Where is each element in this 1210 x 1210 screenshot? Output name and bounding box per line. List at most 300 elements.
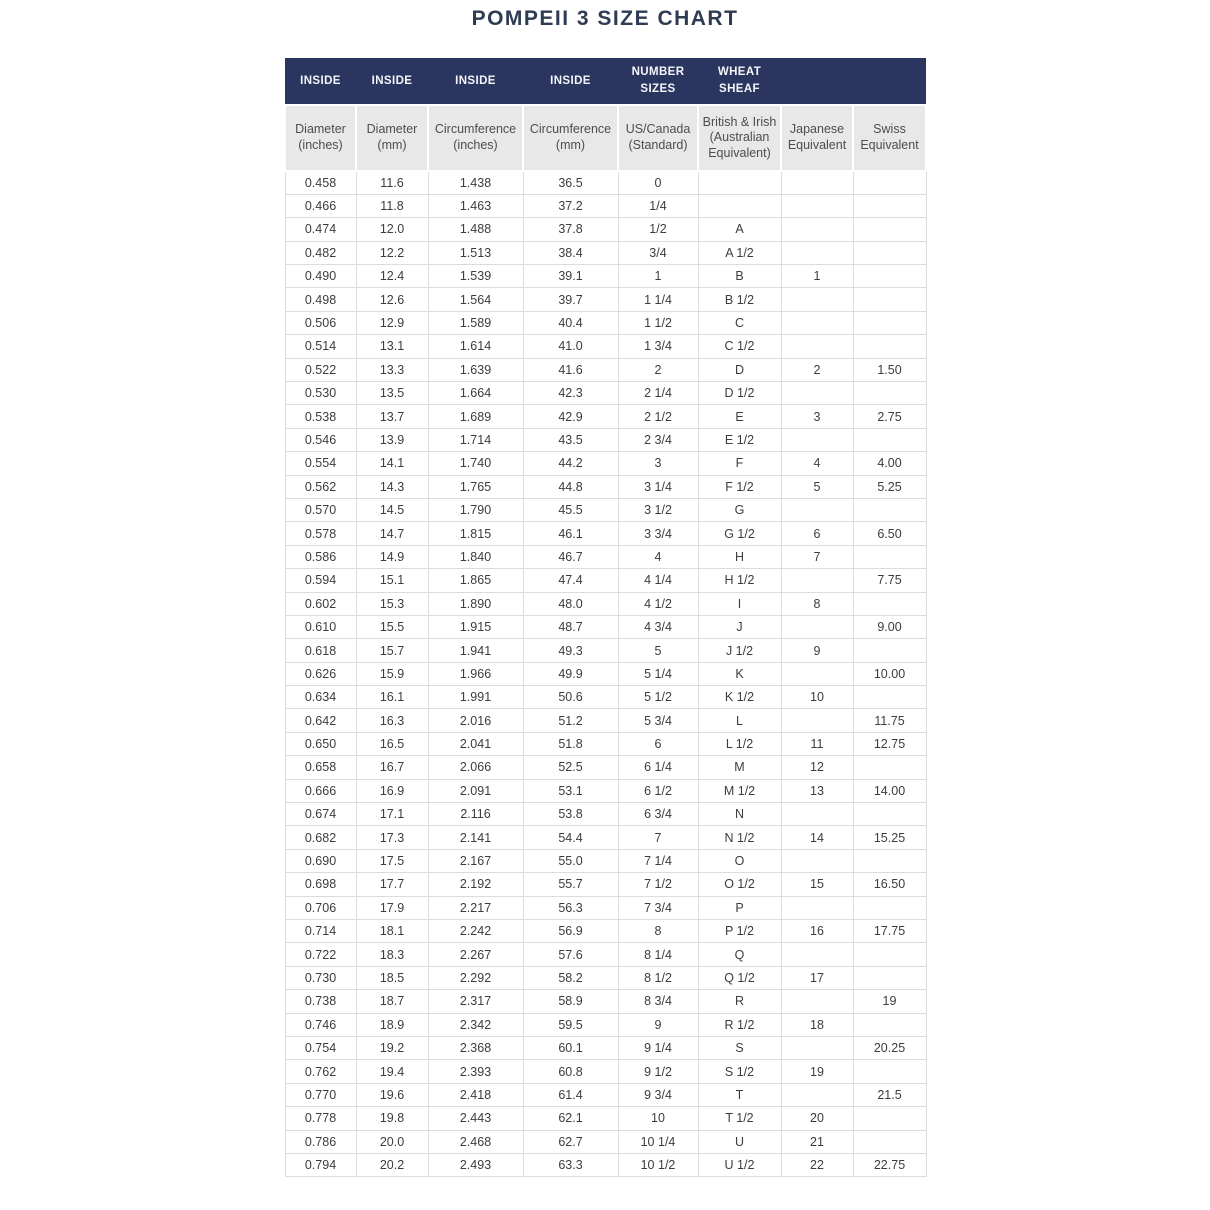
table-row <box>285 194 926 217</box>
cell-diameter-inches: 0.642 <box>285 709 356 732</box>
cell-us-canada-standard: 5 <box>618 639 698 662</box>
cell-diameter-inches: 0.666 <box>285 779 356 802</box>
cell-circumference-inches: 1.765 <box>428 475 523 498</box>
cell-us-canada-standard: 5 1/4 <box>618 662 698 685</box>
cell-us-canada-standard: 5 1/2 <box>618 686 698 709</box>
cell-circumference-mm: 41.6 <box>523 358 618 381</box>
cell-diameter-inches: 0.722 <box>285 943 356 966</box>
cell-diameter-mm: 12.9 <box>356 311 428 334</box>
cell-japanese-equivalent <box>781 1036 853 1059</box>
cell-diameter-mm: 13.3 <box>356 358 428 381</box>
table-row <box>285 615 926 638</box>
cell-circumference-inches: 2.116 <box>428 803 523 826</box>
cell-japanese-equivalent: 13 <box>781 779 853 802</box>
table-row <box>285 569 926 592</box>
cell-diameter-mm: 17.5 <box>356 849 428 872</box>
cell-circumference-inches: 1.463 <box>428 194 523 217</box>
cell-swiss-equivalent <box>853 686 926 709</box>
cell-swiss-equivalent: 5.25 <box>853 475 926 498</box>
column-header-british-irish-australian-equivalent: British & Irish (Australian Equivalent) <box>698 105 781 171</box>
page-title: POMPEII 3 SIZE CHART <box>471 7 739 30</box>
cell-us-canada-standard: 2 1/4 <box>618 382 698 405</box>
cell-us-canada-standard: 8 <box>618 920 698 943</box>
cell-japanese-equivalent <box>781 896 853 919</box>
cell-diameter-mm: 16.1 <box>356 686 428 709</box>
cell-circumference-inches: 1.890 <box>428 592 523 615</box>
cell-us-canada-standard: 1 1/4 <box>618 288 698 311</box>
cell-circumference-inches: 1.991 <box>428 686 523 709</box>
cell-circumference-mm: 57.6 <box>523 943 618 966</box>
cell-diameter-inches: 0.610 <box>285 615 356 638</box>
cell-circumference-inches: 1.564 <box>428 288 523 311</box>
header-group-empty <box>781 58 853 105</box>
cell-circumference-inches: 2.468 <box>428 1130 523 1153</box>
cell-japanese-equivalent <box>781 335 853 358</box>
table-row <box>285 428 926 451</box>
cell-diameter-mm: 14.3 <box>356 475 428 498</box>
cell-british-irish-australian-equivalent: P <box>698 896 781 919</box>
cell-japanese-equivalent: 20 <box>781 1107 853 1130</box>
cell-circumference-mm: 39.1 <box>523 265 618 288</box>
cell-diameter-mm: 13.5 <box>356 382 428 405</box>
cell-circumference-mm: 59.5 <box>523 1013 618 1036</box>
cell-us-canada-standard: 4 <box>618 545 698 568</box>
table-row <box>285 686 926 709</box>
cell-circumference-inches: 2.317 <box>428 990 523 1013</box>
cell-diameter-inches: 0.514 <box>285 335 356 358</box>
cell-japanese-equivalent <box>781 615 853 638</box>
cell-diameter-mm: 19.2 <box>356 1036 428 1059</box>
cell-diameter-inches: 0.554 <box>285 452 356 475</box>
cell-japanese-equivalent: 7 <box>781 545 853 568</box>
cell-circumference-inches: 2.418 <box>428 1083 523 1106</box>
cell-british-irish-australian-equivalent: O <box>698 849 781 872</box>
cell-diameter-inches: 0.586 <box>285 545 356 568</box>
cell-japanese-equivalent <box>781 709 853 732</box>
cell-us-canada-standard: 1 <box>618 265 698 288</box>
cell-swiss-equivalent <box>853 1013 926 1036</box>
cell-swiss-equivalent: 14.00 <box>853 779 926 802</box>
cell-japanese-equivalent: 8 <box>781 592 853 615</box>
cell-circumference-mm: 62.1 <box>523 1107 618 1130</box>
cell-british-irish-australian-equivalent: I <box>698 592 781 615</box>
cell-swiss-equivalent <box>853 382 926 405</box>
cell-diameter-mm: 15.1 <box>356 569 428 592</box>
cell-circumference-inches: 2.091 <box>428 779 523 802</box>
cell-swiss-equivalent: 16.50 <box>853 873 926 896</box>
cell-diameter-mm: 11.8 <box>356 194 428 217</box>
cell-swiss-equivalent: 9.00 <box>853 615 926 638</box>
cell-japanese-equivalent: 4 <box>781 452 853 475</box>
cell-diameter-mm: 12.2 <box>356 241 428 264</box>
cell-diameter-inches: 0.482 <box>285 241 356 264</box>
column-header-diameter-mm: Diameter (mm) <box>356 105 428 171</box>
cell-circumference-mm: 44.8 <box>523 475 618 498</box>
cell-british-irish-australian-equivalent: M <box>698 756 781 779</box>
cell-japanese-equivalent: 10 <box>781 686 853 709</box>
cell-circumference-mm: 58.2 <box>523 966 618 989</box>
cell-circumference-inches: 1.614 <box>428 335 523 358</box>
header-group-inside: INSIDE <box>285 58 356 105</box>
cell-circumference-inches: 1.639 <box>428 358 523 381</box>
cell-diameter-mm: 12.4 <box>356 265 428 288</box>
cell-us-canada-standard: 6 3/4 <box>618 803 698 826</box>
cell-diameter-mm: 17.3 <box>356 826 428 849</box>
table-row <box>285 171 926 194</box>
cell-circumference-mm: 53.8 <box>523 803 618 826</box>
cell-circumference-inches: 1.488 <box>428 218 523 241</box>
cell-circumference-mm: 52.5 <box>523 756 618 779</box>
cell-diameter-inches: 0.754 <box>285 1036 356 1059</box>
cell-diameter-mm: 15.9 <box>356 662 428 685</box>
cell-circumference-inches: 2.493 <box>428 1153 523 1176</box>
size-chart-table <box>284 58 927 1177</box>
cell-circumference-inches: 1.513 <box>428 241 523 264</box>
cell-japanese-equivalent: 16 <box>781 920 853 943</box>
cell-british-irish-australian-equivalent: R 1/2 <box>698 1013 781 1036</box>
cell-japanese-equivalent <box>781 943 853 966</box>
cell-british-irish-australian-equivalent: S <box>698 1036 781 1059</box>
cell-diameter-inches: 0.506 <box>285 311 356 334</box>
cell-british-irish-australian-equivalent: R <box>698 990 781 1013</box>
cell-us-canada-standard: 2 1/2 <box>618 405 698 428</box>
cell-british-irish-australian-equivalent: J <box>698 615 781 638</box>
cell-swiss-equivalent <box>853 194 926 217</box>
cell-diameter-inches: 0.770 <box>285 1083 356 1106</box>
table-row <box>285 452 926 475</box>
cell-circumference-inches: 2.217 <box>428 896 523 919</box>
cell-circumference-inches: 1.539 <box>428 265 523 288</box>
table-row <box>285 990 926 1013</box>
table-row <box>285 896 926 919</box>
cell-diameter-inches: 0.490 <box>285 265 356 288</box>
table-row <box>285 732 926 755</box>
cell-swiss-equivalent: 1.50 <box>853 358 926 381</box>
cell-diameter-inches: 0.682 <box>285 826 356 849</box>
cell-swiss-equivalent <box>853 639 926 662</box>
cell-diameter-inches: 0.594 <box>285 569 356 592</box>
header-columns-row <box>285 105 926 171</box>
table-row <box>285 1083 926 1106</box>
table-row <box>285 1130 926 1153</box>
cell-us-canada-standard: 7 3/4 <box>618 896 698 919</box>
column-header-swiss-equivalent: Swiss Equivalent <box>853 105 926 171</box>
cell-diameter-inches: 0.546 <box>285 428 356 451</box>
cell-diameter-mm: 13.9 <box>356 428 428 451</box>
table-row <box>285 1036 926 1059</box>
cell-british-irish-australian-equivalent <box>698 171 781 194</box>
cell-japanese-equivalent: 9 <box>781 639 853 662</box>
cell-diameter-inches: 0.778 <box>285 1107 356 1130</box>
cell-diameter-inches: 0.714 <box>285 920 356 943</box>
cell-swiss-equivalent: 11.75 <box>853 709 926 732</box>
cell-british-irish-australian-equivalent: T 1/2 <box>698 1107 781 1130</box>
cell-japanese-equivalent <box>781 241 853 264</box>
cell-circumference-mm: 45.5 <box>523 498 618 521</box>
cell-swiss-equivalent <box>853 756 926 779</box>
cell-us-canada-standard: 1 3/4 <box>618 335 698 358</box>
cell-british-irish-australian-equivalent: D <box>698 358 781 381</box>
cell-japanese-equivalent: 14 <box>781 826 853 849</box>
cell-japanese-equivalent: 18 <box>781 1013 853 1036</box>
table-row <box>285 335 926 358</box>
cell-diameter-mm: 18.5 <box>356 966 428 989</box>
cell-diameter-mm: 14.9 <box>356 545 428 568</box>
cell-circumference-inches: 1.966 <box>428 662 523 685</box>
cell-diameter-mm: 14.1 <box>356 452 428 475</box>
table-row <box>285 1013 926 1036</box>
cell-diameter-inches: 0.618 <box>285 639 356 662</box>
cell-diameter-mm: 15.3 <box>356 592 428 615</box>
cell-british-irish-australian-equivalent: G <box>698 498 781 521</box>
cell-us-canada-standard: 8 1/2 <box>618 966 698 989</box>
cell-circumference-mm: 56.9 <box>523 920 618 943</box>
cell-us-canada-standard: 10 1/2 <box>618 1153 698 1176</box>
cell-circumference-inches: 2.342 <box>428 1013 523 1036</box>
cell-japanese-equivalent <box>781 428 853 451</box>
cell-circumference-mm: 48.0 <box>523 592 618 615</box>
cell-us-canada-standard: 3 1/2 <box>618 498 698 521</box>
cell-diameter-mm: 17.9 <box>356 896 428 919</box>
cell-diameter-mm: 18.7 <box>356 990 428 1013</box>
cell-british-irish-australian-equivalent <box>698 194 781 217</box>
table-row <box>285 966 926 989</box>
column-header-circumference-inches: Circumference (inches) <box>428 105 523 171</box>
cell-circumference-mm: 55.7 <box>523 873 618 896</box>
cell-japanese-equivalent: 11 <box>781 732 853 755</box>
cell-circumference-mm: 37.8 <box>523 218 618 241</box>
cell-circumference-mm: 53.1 <box>523 779 618 802</box>
cell-swiss-equivalent <box>853 498 926 521</box>
cell-us-canada-standard: 6 1/2 <box>618 779 698 802</box>
cell-swiss-equivalent <box>853 335 926 358</box>
header-group-row <box>285 58 926 105</box>
cell-diameter-mm: 16.9 <box>356 779 428 802</box>
cell-diameter-inches: 0.634 <box>285 686 356 709</box>
cell-british-irish-australian-equivalent: H <box>698 545 781 568</box>
cell-japanese-equivalent <box>781 569 853 592</box>
cell-circumference-mm: 42.9 <box>523 405 618 428</box>
cell-diameter-mm: 18.1 <box>356 920 428 943</box>
cell-us-canada-standard: 2 <box>618 358 698 381</box>
cell-swiss-equivalent: 2.75 <box>853 405 926 428</box>
cell-diameter-mm: 15.7 <box>356 639 428 662</box>
cell-diameter-inches: 0.786 <box>285 1130 356 1153</box>
cell-us-canada-standard: 5 3/4 <box>618 709 698 732</box>
cell-us-canada-standard: 9 1/2 <box>618 1060 698 1083</box>
cell-diameter-mm: 15.5 <box>356 615 428 638</box>
table-row <box>285 1060 926 1083</box>
cell-japanese-equivalent <box>781 171 853 194</box>
size-chart-body <box>285 171 926 1177</box>
cell-british-irish-australian-equivalent: S 1/2 <box>698 1060 781 1083</box>
cell-diameter-mm: 14.7 <box>356 522 428 545</box>
cell-swiss-equivalent: 12.75 <box>853 732 926 755</box>
cell-japanese-equivalent: 17 <box>781 966 853 989</box>
cell-diameter-mm: 11.6 <box>356 171 428 194</box>
table-row <box>285 288 926 311</box>
cell-circumference-mm: 55.0 <box>523 849 618 872</box>
cell-us-canada-standard: 3/4 <box>618 241 698 264</box>
header-group-inside: INSIDE <box>356 58 428 105</box>
cell-diameter-mm: 17.7 <box>356 873 428 896</box>
table-row <box>285 405 926 428</box>
cell-circumference-inches: 2.041 <box>428 732 523 755</box>
cell-us-canada-standard: 8 1/4 <box>618 943 698 966</box>
cell-british-irish-australian-equivalent: K 1/2 <box>698 686 781 709</box>
table-row <box>285 709 926 732</box>
cell-swiss-equivalent: 20.25 <box>853 1036 926 1059</box>
cell-british-irish-australian-equivalent: E 1/2 <box>698 428 781 451</box>
cell-us-canada-standard: 2 3/4 <box>618 428 698 451</box>
cell-diameter-inches: 0.570 <box>285 498 356 521</box>
cell-japanese-equivalent <box>781 498 853 521</box>
cell-circumference-mm: 42.3 <box>523 382 618 405</box>
cell-circumference-mm: 63.3 <box>523 1153 618 1176</box>
cell-circumference-inches: 2.167 <box>428 849 523 872</box>
table-row <box>285 920 926 943</box>
cell-japanese-equivalent: 22 <box>781 1153 853 1176</box>
cell-japanese-equivalent: 19 <box>781 1060 853 1083</box>
cell-circumference-inches: 2.368 <box>428 1036 523 1059</box>
table-row <box>285 475 926 498</box>
cell-swiss-equivalent <box>853 311 926 334</box>
cell-swiss-equivalent <box>853 288 926 311</box>
cell-circumference-mm: 46.1 <box>523 522 618 545</box>
cell-us-canada-standard: 9 <box>618 1013 698 1036</box>
cell-diameter-inches: 0.674 <box>285 803 356 826</box>
column-header-diameter-inches: Diameter (inches) <box>285 105 356 171</box>
cell-diameter-inches: 0.578 <box>285 522 356 545</box>
cell-diameter-inches: 0.522 <box>285 358 356 381</box>
cell-diameter-inches: 0.538 <box>285 405 356 428</box>
cell-swiss-equivalent <box>853 545 926 568</box>
cell-swiss-equivalent: 15.25 <box>853 826 926 849</box>
cell-diameter-mm: 16.7 <box>356 756 428 779</box>
cell-british-irish-australian-equivalent: N 1/2 <box>698 826 781 849</box>
cell-swiss-equivalent: 22.75 <box>853 1153 926 1176</box>
table-row <box>285 779 926 802</box>
cell-circumference-mm: 54.4 <box>523 826 618 849</box>
cell-us-canada-standard: 6 1/4 <box>618 756 698 779</box>
cell-us-canada-standard: 3 3/4 <box>618 522 698 545</box>
cell-circumference-mm: 58.9 <box>523 990 618 1013</box>
cell-swiss-equivalent <box>853 1130 926 1153</box>
cell-swiss-equivalent <box>853 849 926 872</box>
cell-us-canada-standard: 4 1/4 <box>618 569 698 592</box>
cell-us-canada-standard: 7 <box>618 826 698 849</box>
cell-diameter-mm: 19.8 <box>356 1107 428 1130</box>
cell-british-irish-australian-equivalent: U <box>698 1130 781 1153</box>
cell-diameter-mm: 19.6 <box>356 1083 428 1106</box>
cell-swiss-equivalent <box>853 1060 926 1083</box>
cell-swiss-equivalent <box>853 171 926 194</box>
cell-diameter-inches: 0.794 <box>285 1153 356 1176</box>
cell-us-canada-standard: 1/2 <box>618 218 698 241</box>
cell-japanese-equivalent <box>781 1083 853 1106</box>
table-row <box>285 662 926 685</box>
cell-swiss-equivalent: 4.00 <box>853 452 926 475</box>
header-group-number-sizes: NUMBER SIZES <box>618 58 698 105</box>
cell-circumference-inches: 1.815 <box>428 522 523 545</box>
cell-japanese-equivalent <box>781 382 853 405</box>
cell-circumference-mm: 41.0 <box>523 335 618 358</box>
cell-japanese-equivalent: 6 <box>781 522 853 545</box>
table-row <box>285 218 926 241</box>
cell-circumference-inches: 1.790 <box>428 498 523 521</box>
cell-british-irish-australian-equivalent: B 1/2 <box>698 288 781 311</box>
table-row <box>285 849 926 872</box>
size-chart-container <box>284 58 925 1177</box>
cell-us-canada-standard: 9 3/4 <box>618 1083 698 1106</box>
cell-us-canada-standard: 4 1/2 <box>618 592 698 615</box>
table-row <box>285 826 926 849</box>
table-row <box>285 358 926 381</box>
cell-circumference-inches: 2.443 <box>428 1107 523 1130</box>
cell-diameter-mm: 19.4 <box>356 1060 428 1083</box>
cell-circumference-inches: 2.292 <box>428 966 523 989</box>
cell-us-canada-standard: 3 1/4 <box>618 475 698 498</box>
column-header-circumference-mm: Circumference (mm) <box>523 105 618 171</box>
cell-diameter-mm: 16.3 <box>356 709 428 732</box>
cell-japanese-equivalent: 21 <box>781 1130 853 1153</box>
cell-british-irish-australian-equivalent: P 1/2 <box>698 920 781 943</box>
cell-japanese-equivalent: 12 <box>781 756 853 779</box>
cell-diameter-mm: 12.6 <box>356 288 428 311</box>
cell-diameter-inches: 0.746 <box>285 1013 356 1036</box>
cell-swiss-equivalent: 6.50 <box>853 522 926 545</box>
column-header-us-canada-standard: US/Canada (Standard) <box>618 105 698 171</box>
cell-swiss-equivalent: 17.75 <box>853 920 926 943</box>
cell-diameter-inches: 0.466 <box>285 194 356 217</box>
cell-japanese-equivalent <box>781 803 853 826</box>
cell-british-irish-australian-equivalent: U 1/2 <box>698 1153 781 1176</box>
cell-circumference-mm: 37.2 <box>523 194 618 217</box>
cell-british-irish-australian-equivalent: L <box>698 709 781 732</box>
cell-us-canada-standard: 0 <box>618 171 698 194</box>
header-group-wheat-sheaf: WHEAT SHEAF <box>698 58 781 105</box>
cell-diameter-mm: 20.2 <box>356 1153 428 1176</box>
cell-japanese-equivalent: 3 <box>781 405 853 428</box>
cell-circumference-inches: 2.141 <box>428 826 523 849</box>
header-group-inside: INSIDE <box>428 58 523 105</box>
cell-circumference-mm: 56.3 <box>523 896 618 919</box>
cell-circumference-inches: 1.689 <box>428 405 523 428</box>
cell-circumference-inches: 1.941 <box>428 639 523 662</box>
cell-circumference-mm: 60.8 <box>523 1060 618 1083</box>
cell-diameter-mm: 14.5 <box>356 498 428 521</box>
cell-swiss-equivalent <box>853 966 926 989</box>
cell-british-irish-australian-equivalent: Q 1/2 <box>698 966 781 989</box>
cell-circumference-inches: 1.915 <box>428 615 523 638</box>
cell-swiss-equivalent <box>853 896 926 919</box>
cell-diameter-inches: 0.498 <box>285 288 356 311</box>
cell-us-canada-standard: 10 1/4 <box>618 1130 698 1153</box>
cell-diameter-inches: 0.626 <box>285 662 356 685</box>
cell-circumference-inches: 1.865 <box>428 569 523 592</box>
cell-us-canada-standard: 6 <box>618 732 698 755</box>
cell-circumference-mm: 39.7 <box>523 288 618 311</box>
cell-diameter-inches: 0.738 <box>285 990 356 1013</box>
cell-circumference-inches: 1.714 <box>428 428 523 451</box>
cell-diameter-mm: 18.3 <box>356 943 428 966</box>
cell-us-canada-standard: 4 3/4 <box>618 615 698 638</box>
cell-circumference-mm: 51.2 <box>523 709 618 732</box>
cell-diameter-inches: 0.730 <box>285 966 356 989</box>
cell-japanese-equivalent <box>781 990 853 1013</box>
table-row <box>285 545 926 568</box>
cell-swiss-equivalent: 19 <box>853 990 926 1013</box>
